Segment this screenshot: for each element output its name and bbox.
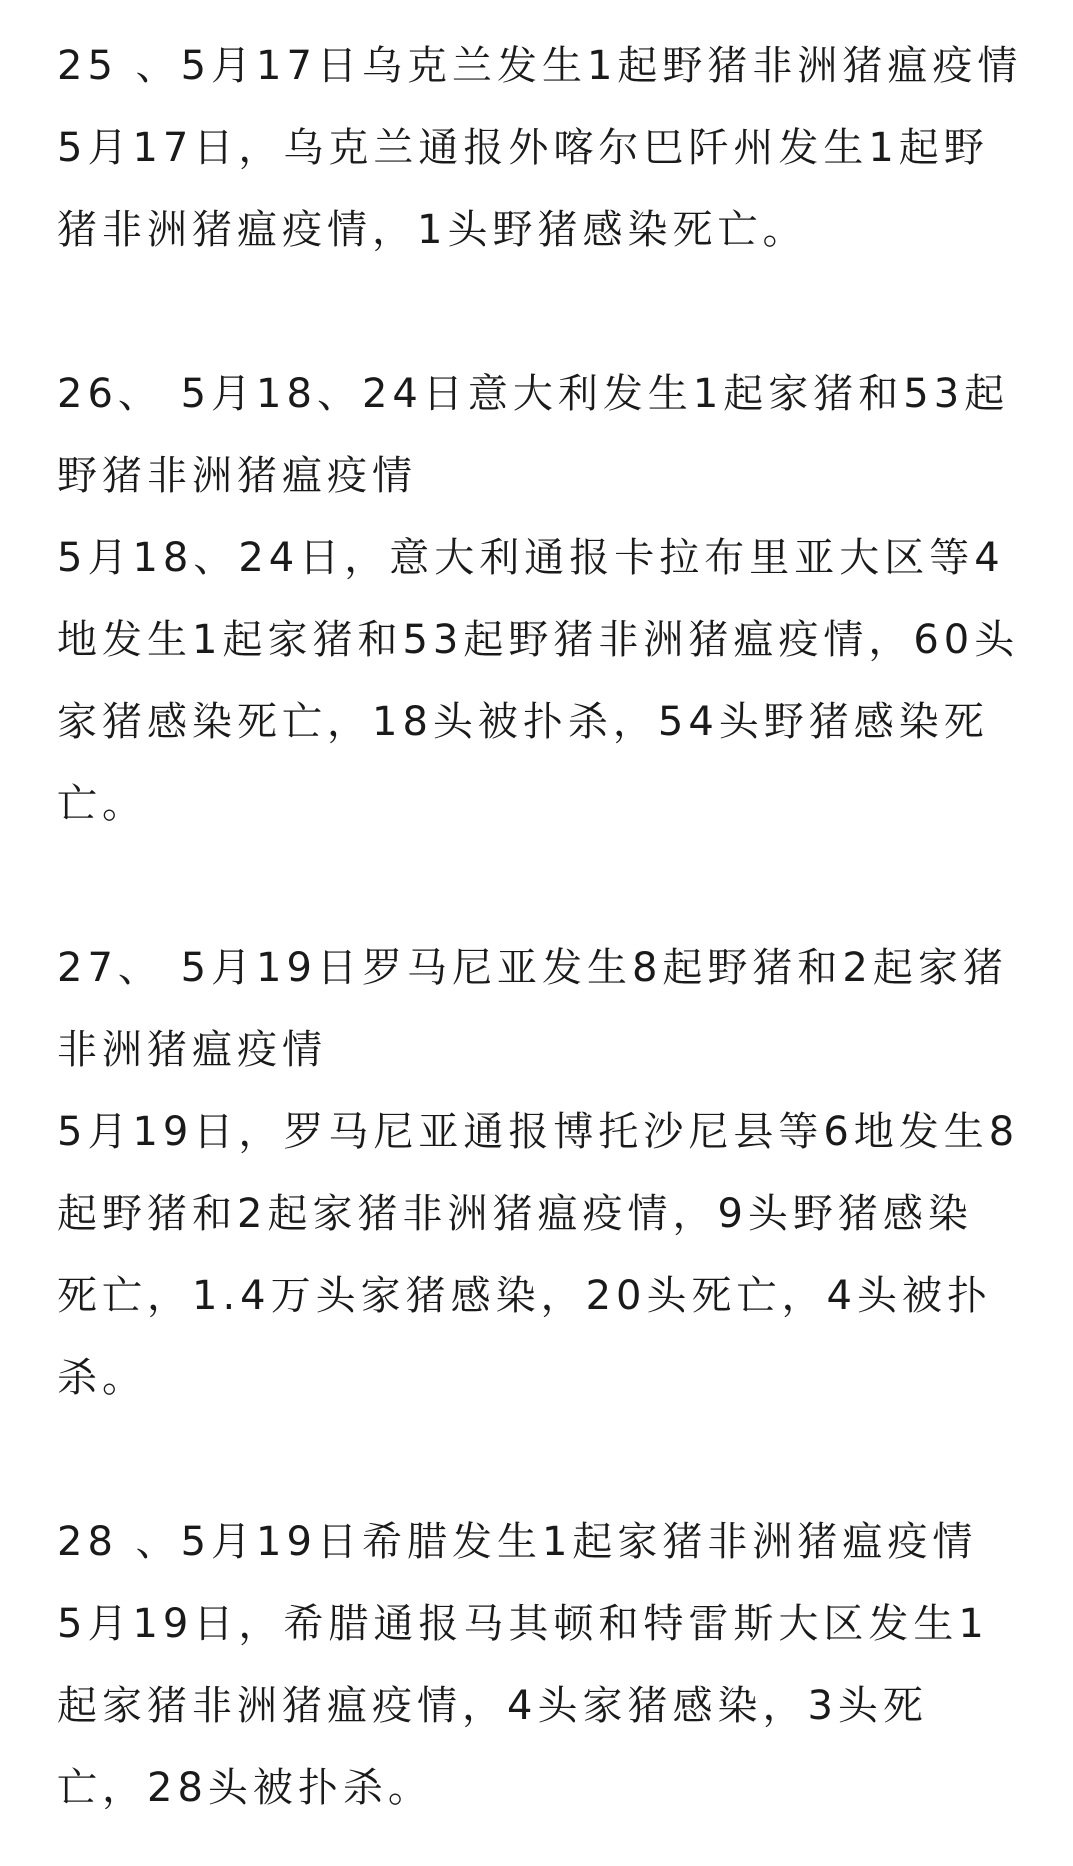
headline: 野猪非洲猪瘟疫情 [57,453,417,499]
body-text-line: 起野猪和2起家猪非洲猪瘟疫情，9头野猪感染 [57,1191,973,1237]
headline: 25 、5月17日乌克兰发生1起野猪非洲猪瘟疫情 [57,43,1023,89]
body-text-line: 5月17日，乌克兰通报外喀尔巴阡州发生1起野 [57,125,989,171]
body-text-line: 地发生1起家猪和53起野猪非洲猪瘟疫情，60头 [57,617,1020,663]
news-item-26 [57,353,1053,845]
news-item-27 [57,927,1053,1419]
headline: 28 、5月19日希腊发生1起家猪非洲猪瘟疫情 [57,1519,978,1565]
news-item-25 [57,25,1053,271]
body-text-line: 5月18、24日，意大利通报卡拉布里亚大区等4 [57,535,1005,581]
headline: 27、 5月19日罗马尼亚发生8起野猪和2起家猪 [57,945,1008,991]
headline: 26、 5月18、24日意大利发生1起家猪和53起 [57,371,1010,417]
body-text-line: 亡，28头被扑杀。 [57,1765,433,1811]
body-text-line: 杀。 [57,1355,147,1401]
body-text-line: 猪非洲猪瘟疫情，1头野猪感染死亡。 [57,207,808,253]
body-text-line: 5月19日，希腊通报马其顿和特雷斯大区发生1 [57,1601,989,1647]
body-text-line: 家猪感染死亡，18头被扑杀，54头野猪感染死 [57,699,989,745]
news-item-28 [57,1501,1053,1829]
body-text-line: 死亡，1.4万头家猪感染，20头死亡，4头被扑 [57,1273,992,1319]
headline: 非洲猪瘟疫情 [57,1027,327,1073]
body-text-line: 亡。 [57,781,147,827]
body-text-line: 5月19日，罗马尼亚通报博托沙尼县等6地发生8 [57,1109,1020,1155]
body-text-line: 起家猪非洲猪瘟疫情，4头家猪感染，3头死 [57,1683,928,1729]
